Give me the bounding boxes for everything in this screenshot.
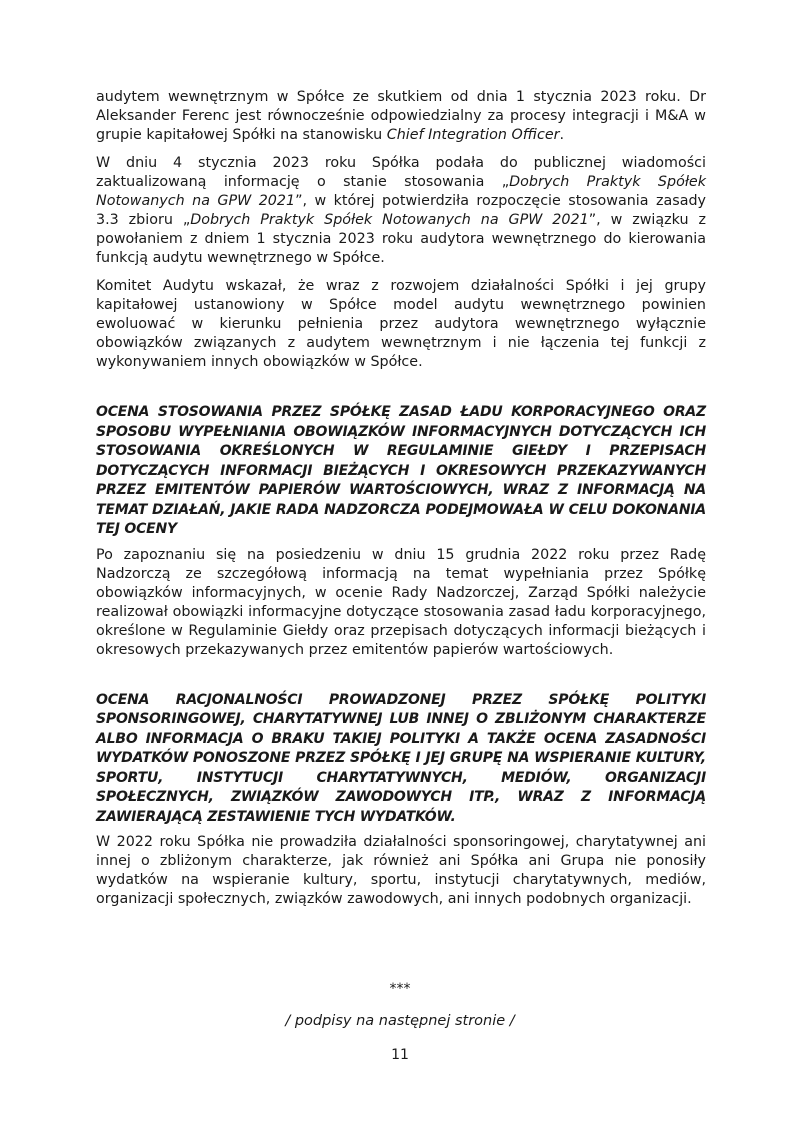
italic-term: Dobrych Praktyk Spółek Notowanych na GPW 2021 <box>96 174 706 209</box>
italic-term: Dobrych Praktyk Spółek Notowanych na GPW 2021 <box>190 212 589 228</box>
section-heading-corporate-governance: OCENA STOSOWANIA PRZEZ SPÓŁKĘ ZASAD ŁADU KORPORACYJNEGO ORAZ SPOSOBU WYPEŁNIANIA OBOWIĄZKÓW INFORMACYJNYCH DOTYCZĄCYCH ICH STOSOWANIA OKREŚLONYCH W REGULAMINIE GIEŁDY I PRZEPISACH DOTYCZĄCYCH INFORMACJI BIEŻĄCYCH I OKRESOWYCH PRZEKAZYWANYCH PRZEZ EMITENTÓW PAPIERÓW WARTOŚCIOWYCH, WRAZ Z INFORMACJĄ NA TEMAT DZIAŁAŃ, JAKIE RADA NADZORCZA PODEJMOWAŁA W CELU DOKONANIA TEJ OCENY <box>96 404 706 537</box>
italic-term: Chief Integration Officer <box>386 127 560 143</box>
paragraph-audit-committee: Komitet Audytu wskazał, że wraz z rozwojem działalności Spółki i jej grupy kapitałowej ustanowiony w Spółce model audytu wewnętrznego powinien ewoluować w kierunku pełnienia przez audytora wewnętrznego wyłącznie obowiązków związanych z audytem wewnętrznym i nie łączenia tej funkcji z wykonywaniem innych obowiązków w Spółce. <box>96 278 706 370</box>
signatures-note: / podpisy na następnej stronie / <box>285 1013 515 1029</box>
paragraph-good-practices: W dniu 4 stycznia 2023 roku Spółka podała do publicznej wiadomości zaktualizowaną informację o stanie stosowania „Dobrych Praktyk Spółek Notowanych na GPW 2021”, w której potwierdziła rozpoczęcie stosowania zasady 3.3 zbioru „Dobrych Praktyk Spółek Notowanych na GPW 2021”, w związku z powołaniem z dniem 1 stycznia 2023 roku audytora wewnętrznego do kierowania funkcją audytu wewnętrznego w Spółce. <box>96 155 706 266</box>
section-separator: *** <box>389 981 411 997</box>
document-body <box>96 88 706 918</box>
paragraph-sponsorship: W 2022 roku Spółka nie prowadziła działalności sponsoringowej, charytatywnej ani innej o zbliżonym charakterze, jak również ani Spółka ani Grupa nie ponosiły wydatków na wspieranie kultury, sportu, instytucji charytatywnych, mediów, organizacji społecznych, związków zawodowych, ani innych podobnych organizacji. <box>96 834 706 907</box>
section-heading-sponsorship-policy: OCENA RACJONALNOŚCI PROWADZONEJ PRZEZ SPÓŁKĘ POLITYKI SPONSORINGOWEJ, CHARYTATYWNEJ LUB INNEJ O ZBLIŻONYM CHARAKTERZE ALBO INFORMACJA O BRAKU TAKIEJ POLITYKI A TAKŻE OCENA ZASADNOŚCI WYDATKÓW PONOSZONE PRZEZ SPÓŁKĘ I JEJ GRUPĘ NA WSPIERANIE KULTURY, SPORTU, INSTYTUCJI CHARYTATYWNYCH, MEDIÓW, ORGANIZACJI SPOŁECZNYCH, ZWIĄZKÓW ZAWODOWYCH ITP., WRAZ Z INFORMACJĄ ZAWIERAJĄCĄ ZESTAWIENIE TYCH WYDATKÓW. <box>96 691 706 825</box>
page-number: 11 <box>391 1047 409 1063</box>
paragraph-internal-audit: audytem wewnętrznym w Spółce ze skutkiem od dnia 1 stycznia 2023 roku. Dr Aleksander Ferenc jest równocześnie odpowiedzialny za procesy integracji i M&A w grupie kapitałowej Spółki na stanowisku Chief Integration Officer. <box>96 89 706 143</box>
paragraph-disclosure-assessment: Po zapoznaniu się na posiedzeniu w dniu 15 grudnia 2022 roku przez Radę Nadzorczą ze szczegółową informacją na temat wypełniania przez Spółkę obowiązków informacyjnych, w ocenie Rady Nadzorczej, Zarząd Spółki należycie realizował obowiązki informacyjne dotyczące stosowania zasad ładu korporacyjnego, określone w Regulaminie Giełdy oraz przepisach dotyczących informacji bieżących i okresowych przekazywanych przez emitentów papierów wartościowych. <box>96 546 706 658</box>
